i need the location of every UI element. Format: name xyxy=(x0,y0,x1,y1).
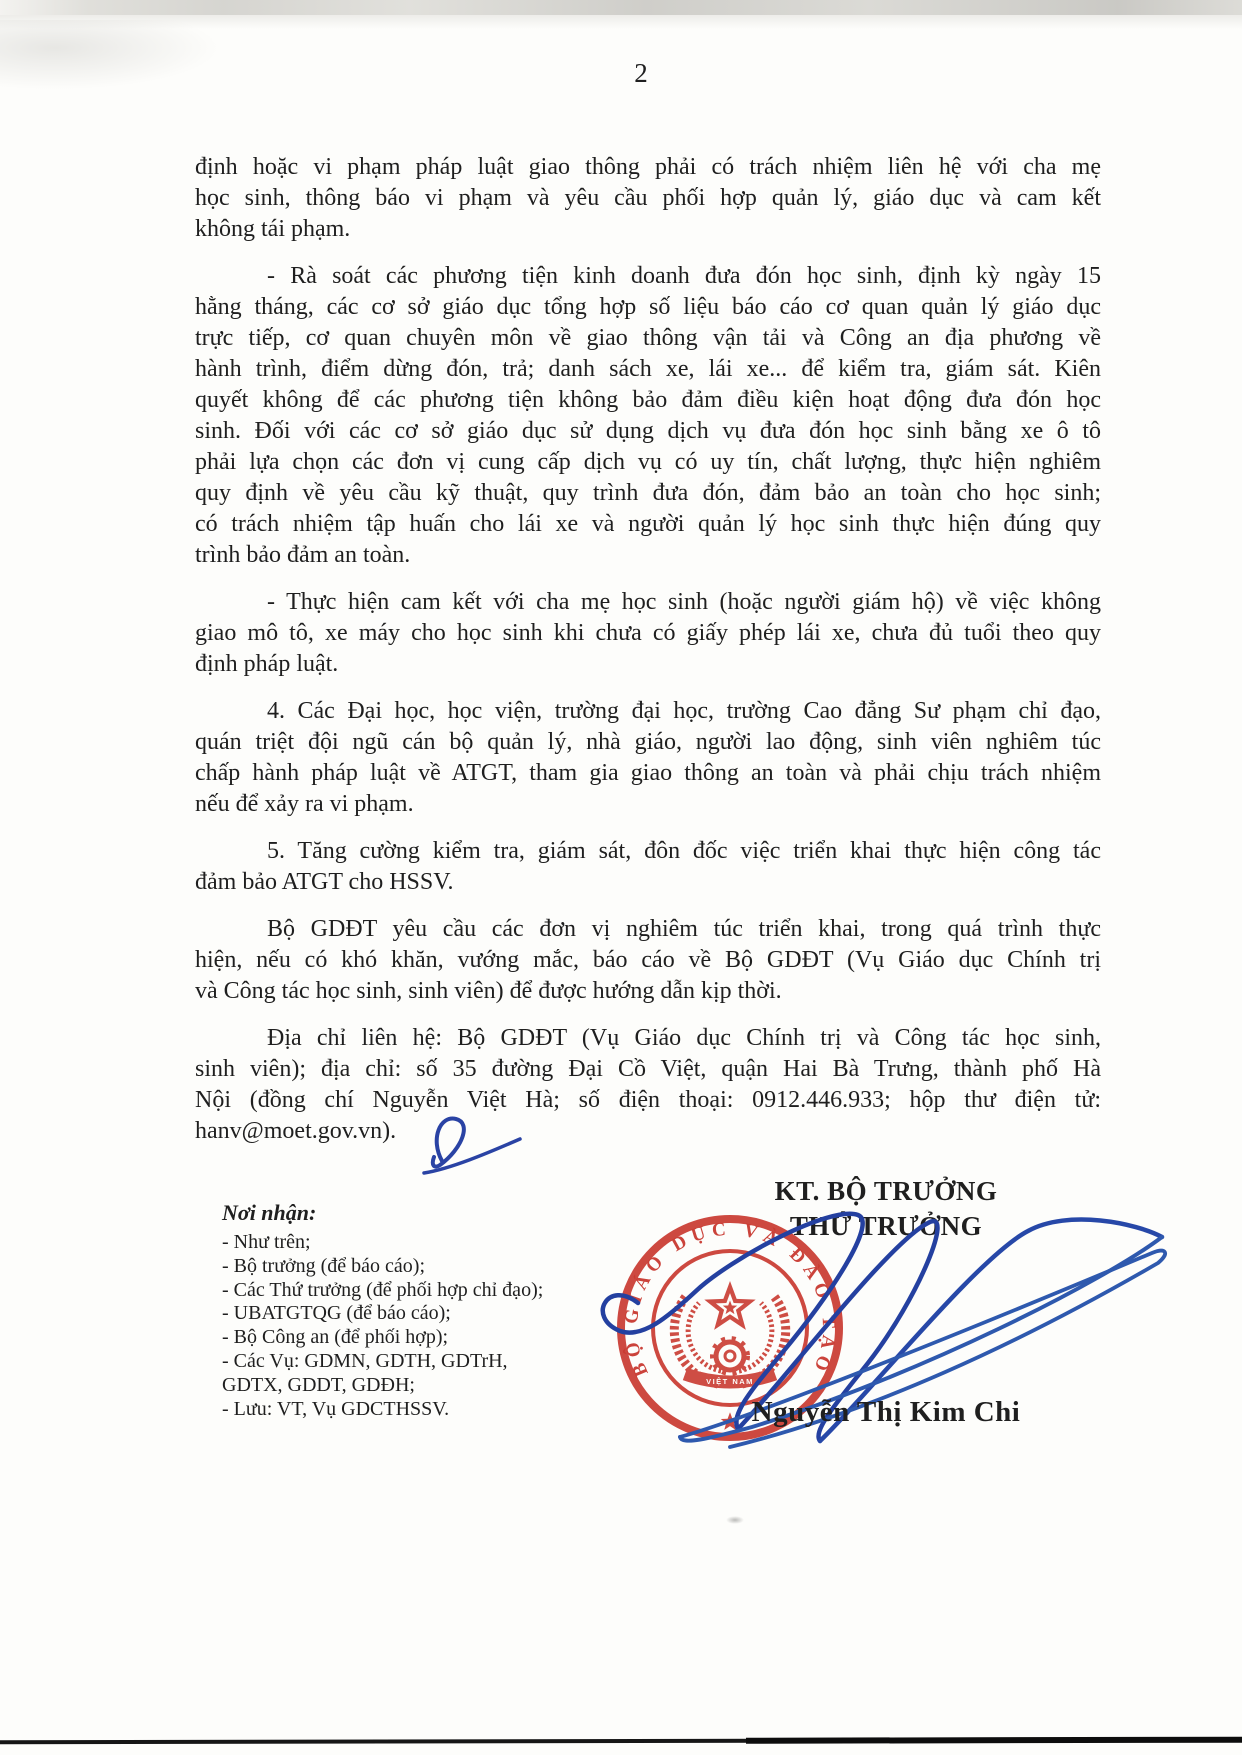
scan-artifact-smudge xyxy=(726,1516,744,1524)
seal-ring-text: BỘ GIÁO DỤC VÀ ĐÀO TẠO xyxy=(620,1218,840,1380)
body-line: quy định về yêu cầu kỹ thuật, quy trình đưa đón, đảm bảo an toàn cho học sinh; xyxy=(195,480,1101,506)
body-line: không tái phạm. xyxy=(195,216,351,242)
recipient-item: - Các Vụ: GDMN, GDTH, GDTrH, xyxy=(222,1349,508,1372)
body-line: giao mô tô, xe máy cho học sinh khi chưa có giấy phép lái xe, chưa đủ tuổi theo quy xyxy=(195,620,1101,646)
body-line: quán triệt đội ngũ cán bộ quản lý, nhà giáo, người lao động, sinh viên nghiêm túc xyxy=(195,729,1101,755)
body-line: trực tiếp, cơ quan chuyên môn về giao thông vận tải và Công an địa phương về xyxy=(195,325,1101,351)
page-number: 2 xyxy=(634,58,648,88)
body-line: học sinh, thông báo vi phạm và yêu cầu phối hợp quản lý, giáo dục và cam kết xyxy=(195,185,1101,211)
seal-emblem xyxy=(674,1281,785,1386)
scan-artifact-bottom-line xyxy=(0,1738,1242,1745)
body-paragraph-1 xyxy=(195,152,1101,245)
body-text xyxy=(195,152,1101,1163)
body-paragraph-6 xyxy=(195,914,1101,1007)
recipient-item: GDTX, GDDT, GDĐH; xyxy=(222,1373,415,1396)
body-paragraph-7 xyxy=(195,1023,1101,1147)
recipient-item: - UBATGTQG (để báo cáo); xyxy=(222,1302,451,1325)
emblem-cogwheel-icon xyxy=(713,1339,748,1374)
body-line: hanv@moet.gov.vn). xyxy=(195,1118,397,1144)
body-line: định pháp luật. xyxy=(195,651,339,677)
body-line: phải lựa chọn các đơn vị cung cấp dịch vụ có uy tín, chất lượng, thực hiện nghiêm xyxy=(195,449,1101,475)
body-paragraph-3 xyxy=(195,587,1101,680)
body-line: sinh viên); địa chỉ: số 35 đường Đại Cồ Việt, quận Hai Bà Trưng, thành phố Hà xyxy=(195,1056,1101,1082)
recipient-item: - Bộ Công an (để phối hợp); xyxy=(222,1326,449,1349)
body-line: và Công tác học sinh, sinh viên) để được hướng dẫn kịp thời. xyxy=(195,978,782,1004)
body-line: hằng tháng, các cơ sở giáo dục tổng hợp số liệu báo cáo cơ quan quản lý giáo dục xyxy=(195,294,1101,320)
recipients-block xyxy=(222,1200,642,1421)
emblem-star-icon xyxy=(704,1281,755,1330)
body-line: Địa chỉ liên hệ: Bộ GDĐT (Vụ Giáo dục Chính trị và Công tác học sinh, xyxy=(267,1025,1101,1051)
signature-title-line2: THỨ TRƯỞNG xyxy=(789,1211,983,1241)
body-line: hiện, nếu có khó khăn, vướng mắc, báo cáo về Bộ GDĐT (Vụ Giáo dục Chính trị xyxy=(195,947,1101,973)
body-paragraph-2 xyxy=(195,261,1101,571)
signature-title-line1: KT. BỘ TRƯỞNG xyxy=(774,1176,998,1206)
body-line: 5. Tăng cường kiểm tra, giám sát, đôn đốc việc triển khai thực hiện công tác xyxy=(267,838,1101,864)
recipient-item: - Lưu: VT, Vụ GDCTHSSV. xyxy=(222,1397,450,1420)
body-line: đảm bảo ATGT cho HSSV. xyxy=(195,869,454,895)
body-line: Bộ GDĐT yêu cầu các đơn vị nghiêm túc triển khai, trong quá trình thực xyxy=(267,916,1101,942)
signer-name: Nguyễn Thị Kim Chi xyxy=(751,1396,1021,1428)
recipient-item: - Bộ trưởng (để báo cáo); xyxy=(222,1254,426,1277)
body-line: nếu để xảy ra vi phạm. xyxy=(195,791,414,817)
body-paragraph-5 xyxy=(195,836,1101,898)
body-line: quyết không để các phương tiện không bảo đảm điều kiện hoạt động đưa đón học xyxy=(195,387,1101,413)
body-line: hành trình, điểm dừng đón, trả; danh sách xe, lái xe... để kiểm tra, giám sát. Kiên xyxy=(195,356,1101,382)
body-line: - Thực hiện cam kết với cha mẹ học sinh (hoặc người giám hộ) về việc không xyxy=(267,589,1101,615)
recipient-item: - Như trên; xyxy=(222,1231,311,1253)
scan-artifact-top-band xyxy=(0,0,1242,15)
body-line: định hoặc vi phạm pháp luật giao thông phải có trách nhiệm liên hệ với cha mẹ xyxy=(195,154,1101,180)
seal-banner-text: VIỆT NAM xyxy=(706,1377,754,1386)
recipient-item: - Các Thứ trưởng (để phối hợp chỉ đạo); xyxy=(222,1278,544,1301)
body-line: sinh. Đối với các cơ sở giáo dục sử dụng dịch vụ đưa đón học sinh bằng xe ô tô xyxy=(195,418,1101,444)
body-line: 4. Các Đại học, học viện, trường đại học, trường Cao đẳng Sư phạm chỉ đạo, xyxy=(267,698,1101,724)
body-paragraph-4 xyxy=(195,696,1101,820)
body-line: Nội (đồng chí Nguyễn Việt Hà; số điện thoại: 0912.446.933; hộp thư điện tử: xyxy=(195,1087,1101,1113)
body-line: có trách nhiệm tập huấn cho lái xe và người quản lý học sinh thực hiện đúng quy xyxy=(195,511,1101,537)
body-line: chấp hành pháp luật về ATGT, tham gia giao thông an toàn và phải chịu trách nhiệm xyxy=(195,760,1101,786)
body-line: - Rà soát các phương tiện kinh doanh đưa đón học sinh, định kỳ ngày 15 xyxy=(267,263,1101,289)
recipients-list xyxy=(222,1231,642,1421)
recipients-heading: Nơi nhận: xyxy=(222,1200,317,1225)
body-line: trình bảo đảm an toàn. xyxy=(195,542,411,568)
